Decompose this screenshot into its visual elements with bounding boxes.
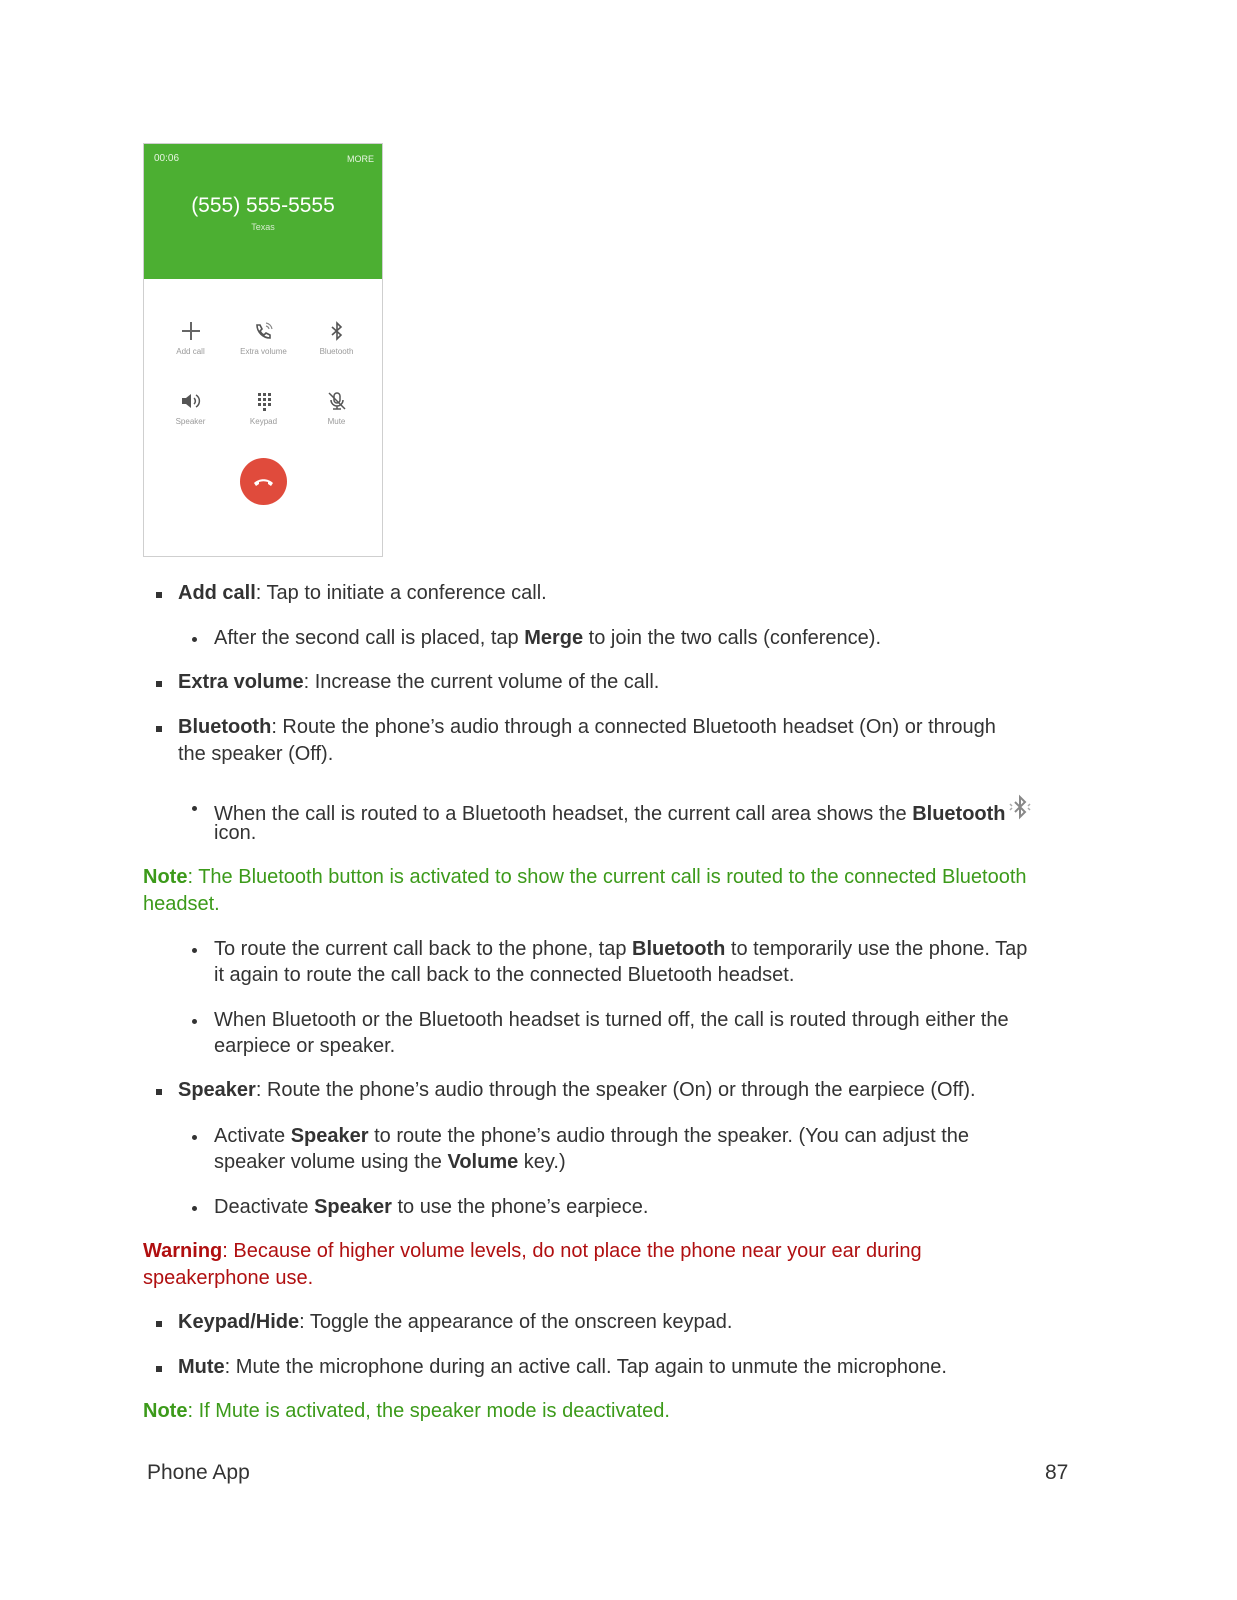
term-add-call: Add call xyxy=(178,582,256,604)
call-timer: 00:06 xyxy=(154,153,180,164)
bullet-square xyxy=(156,1089,162,1095)
add-call-button[interactable] xyxy=(154,320,227,356)
keypad-icon xyxy=(253,390,275,412)
term-bluetooth-icon: Bluetooth xyxy=(912,803,1006,825)
bullet-square xyxy=(156,1366,162,1372)
extra-volume-label: Extra volume xyxy=(240,347,287,356)
term-bluetooth-back: Bluetooth xyxy=(632,938,726,960)
desc-bluetooth-line1: : Route the phone’s audio through a connected Bluetooth headset (On) or through xyxy=(271,716,996,738)
list-item-add-call xyxy=(178,580,547,607)
sub-item-activate-speaker xyxy=(214,1123,969,1150)
sub-item-bt-routed xyxy=(214,794,1032,828)
activate-post: to route the phone’s audio through the speaker. (You can adjust the xyxy=(368,1125,969,1147)
list-item-bluetooth xyxy=(178,714,996,741)
bt-routed-line2: icon. xyxy=(214,822,257,844)
add-call-label: Add call xyxy=(176,347,205,356)
mute-button[interactable] xyxy=(300,390,373,426)
sub-item-merge xyxy=(214,625,881,652)
bluetooth-label: Bluetooth xyxy=(319,347,354,356)
desc-add-call: : Tap to initiate a conference call. xyxy=(255,582,547,604)
speaker-icon xyxy=(179,390,203,412)
desc-extra-volume: : Increase the current volume of the call. xyxy=(303,671,660,693)
bullet-square xyxy=(156,681,162,687)
bt-back-line2: it again to route the call back to the connected Bluetooth headset. xyxy=(214,964,795,986)
warning-speaker xyxy=(143,1238,922,1265)
deactivate-post: to use the phone’s earpiece. xyxy=(391,1196,649,1218)
activate-line2-pre: speaker volume using the xyxy=(214,1151,448,1173)
term-mute: Mute xyxy=(178,1356,225,1378)
note-mute xyxy=(143,1398,670,1425)
note-mute-text: : If Mute is activated, the speaker mode is deactivated. xyxy=(187,1400,670,1422)
desc-keypad: : Toggle the appearance of the onscreen keypad. xyxy=(299,1311,733,1333)
bullet-dot xyxy=(192,1019,197,1024)
bullet-dot xyxy=(192,806,197,811)
phone-screenshot xyxy=(143,143,383,557)
sub-item-bt-back xyxy=(214,936,1027,963)
note-bluetooth-line2: headset. xyxy=(143,893,220,915)
plus-icon xyxy=(180,320,202,342)
list-item-speaker xyxy=(178,1077,976,1104)
term-volume: Volume xyxy=(447,1151,519,1173)
desc-bluetooth-line2: the speaker (Off). xyxy=(178,743,334,765)
note-label: Note xyxy=(143,866,188,888)
mute-icon xyxy=(326,390,348,412)
bluetooth-icon xyxy=(326,320,348,342)
speaker-label: Speaker xyxy=(175,417,206,426)
bullet-square xyxy=(156,726,162,732)
bt-off-line2: earpiece or speaker. xyxy=(214,1035,396,1057)
warning-label: Warning xyxy=(143,1240,223,1262)
term-bluetooth: Bluetooth xyxy=(178,716,272,738)
merge-pre: After the second call is placed, tap xyxy=(214,627,525,649)
note-bluetooth-line1: : The Bluetooth button is activated to show the current call is routed to the connected Bluetooth xyxy=(187,866,1027,888)
list-item-mute xyxy=(178,1354,947,1381)
keypad-label: Keypad xyxy=(249,417,278,426)
warning-line2: speakerphone use. xyxy=(143,1267,314,1289)
note-bluetooth xyxy=(143,864,1027,891)
more-button[interactable]: MORE xyxy=(347,154,374,164)
bt-routed-pre: When the call is routed to a Bluetooth headset, the current call area shows the xyxy=(214,803,913,825)
merge-post: to join the two calls (conference). xyxy=(583,627,882,649)
term-speaker: Speaker xyxy=(178,1079,256,1101)
bullet-square xyxy=(156,1321,162,1327)
desc-mute: : Mute the microphone during an active call. Tap again to unmute the microphone. xyxy=(224,1356,947,1378)
bluetooth-active-icon xyxy=(1008,794,1032,822)
term-speaker-deactivate: Speaker xyxy=(314,1196,392,1218)
extra-volume-button[interactable] xyxy=(227,320,300,356)
bullet-dot xyxy=(192,1135,197,1140)
mute-label: Mute xyxy=(327,417,346,426)
bluetooth-button[interactable] xyxy=(300,320,373,356)
desc-speaker: : Route the phone’s audio through the speaker (On) or through the earpiece (Off). xyxy=(255,1079,976,1101)
bt-back-post: to temporarily use the phone. Tap xyxy=(725,938,1028,960)
sub-item-bt-off: When Bluetooth or the Bluetooth headset is turned off, the call is routed through either the xyxy=(214,1009,1009,1031)
activate-pre: Activate xyxy=(214,1125,291,1147)
list-item-extra-volume xyxy=(178,669,659,696)
bullet-dot xyxy=(192,948,197,953)
list-item-keypad xyxy=(178,1309,732,1336)
term-speaker-activate: Speaker xyxy=(290,1125,369,1147)
end-call-icon xyxy=(251,469,276,494)
term-merge: Merge xyxy=(524,627,584,649)
sub-item-deactivate-speaker xyxy=(214,1194,648,1221)
keypad-button[interactable] xyxy=(227,390,300,426)
end-call-button[interactable] xyxy=(240,458,287,505)
activate-speaker-line2 xyxy=(214,1149,566,1176)
note2-label: Note xyxy=(143,1400,188,1422)
call-header xyxy=(144,144,382,279)
page-number: 87 xyxy=(1045,1461,1069,1484)
caller-number: (555) 555-5555 xyxy=(191,194,335,217)
term-keypad: Keypad/Hide xyxy=(178,1311,300,1333)
speaker-button[interactable] xyxy=(154,390,227,426)
bullet-dot xyxy=(192,1206,197,1211)
footer-section: Phone App xyxy=(147,1461,250,1484)
warning-line1: : Because of higher volume levels, do not place the phone near your ear during xyxy=(222,1240,922,1262)
bt-back-pre: To route the current call back to the phone, tap xyxy=(214,938,633,960)
term-extra-volume: Extra volume xyxy=(178,671,304,693)
deactivate-pre: Deactivate xyxy=(214,1196,315,1218)
activate-line2-post: key.) xyxy=(518,1151,566,1173)
bullet-dot xyxy=(192,637,197,642)
bullet-square xyxy=(156,592,162,598)
extra-volume-icon xyxy=(253,320,275,342)
caller-location: Texas xyxy=(251,222,275,232)
